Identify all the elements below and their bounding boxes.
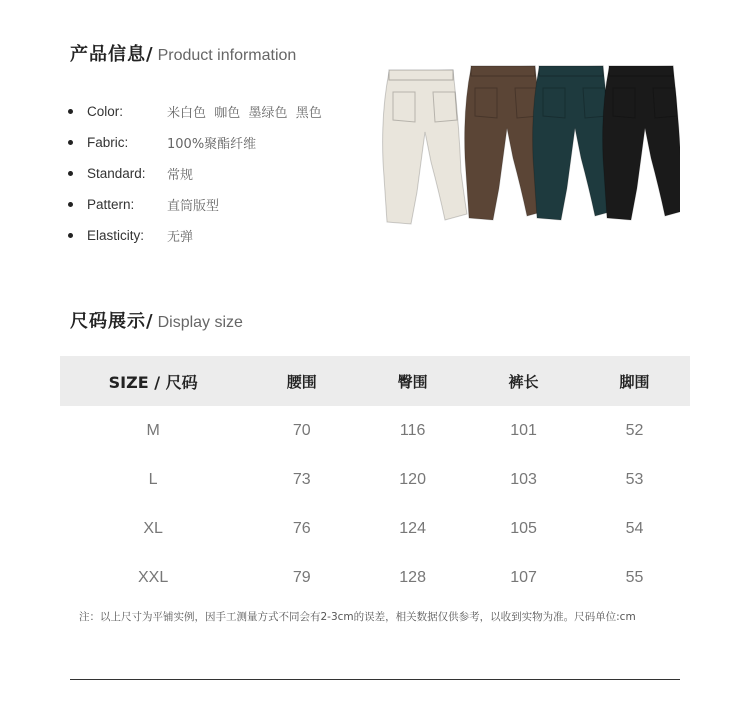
size-table <box>60 356 690 602</box>
info-item-pattern <box>68 189 368 220</box>
cell-length: 103 <box>510 470 537 488</box>
header-leg-opening: 脚围 <box>579 356 690 406</box>
bullet-icon <box>68 140 73 145</box>
cell-length: 101 <box>510 421 537 439</box>
cell-waist: 76 <box>292 519 311 537</box>
cell-size: XXL <box>138 568 169 586</box>
cell-waist: 70 <box>292 421 311 439</box>
pant-4 <box>603 66 680 220</box>
bullet-icon <box>68 233 73 238</box>
display-size-heading <box>70 307 243 333</box>
cell-hip: 124 <box>399 519 426 537</box>
product-info-title-en: Product information <box>157 47 297 64</box>
header-hip: 臀围 <box>357 356 468 406</box>
info-label: Fabric: <box>87 135 129 150</box>
table-row <box>60 455 690 504</box>
info-item-standard <box>68 158 368 189</box>
table-row <box>60 504 690 553</box>
info-item-color <box>68 96 368 127</box>
display-size-title-zh: 尺码展示/ <box>70 311 154 332</box>
header-size: SIZE / 尺码 <box>60 356 246 406</box>
product-info-title-zh: 产品信息/ <box>70 44 154 65</box>
cell-length: 105 <box>510 519 537 537</box>
cell-size: XL <box>143 519 163 537</box>
info-label: Elasticity: <box>87 228 145 243</box>
cell-leg-opening: 52 <box>625 421 644 439</box>
bottom-divider <box>70 679 680 680</box>
cell-hip: 120 <box>399 470 426 488</box>
info-label: Pattern: <box>87 197 135 212</box>
info-item-elasticity <box>68 220 368 251</box>
info-value: 米白色 咖色 墨绿色 黑色 <box>167 106 322 121</box>
info-value: 常规 <box>167 168 194 183</box>
bullet-icon <box>68 202 73 207</box>
cell-size: L <box>148 470 158 488</box>
cell-waist: 73 <box>292 470 311 488</box>
table-row <box>60 406 690 455</box>
info-label: Standard: <box>87 166 146 181</box>
info-label: Color: <box>87 104 124 119</box>
pant-1 <box>383 70 467 224</box>
product-info-list <box>68 96 368 251</box>
product-photo-pants <box>375 58 680 230</box>
size-table-header <box>60 356 690 406</box>
info-value: 无弹 <box>167 230 194 245</box>
bullet-icon <box>68 109 73 114</box>
cell-size: M <box>146 421 160 439</box>
cell-leg-opening: 53 <box>625 470 644 488</box>
info-item-fabric <box>68 127 368 158</box>
info-value: 100%聚酯纤维 <box>167 137 257 152</box>
product-info-heading <box>70 40 296 66</box>
size-note: 注：以上尺寸为平铺实例，因手工测量方式不同会有2-3cm的误差，相关数据仅供参考，以收到实物为准。尺码单位:cm <box>79 611 636 623</box>
cell-leg-opening: 55 <box>625 568 644 586</box>
cell-hip: 116 <box>399 421 426 439</box>
info-value: 直筒版型 <box>167 199 220 214</box>
cell-hip: 128 <box>399 568 426 586</box>
cell-length: 107 <box>510 568 537 586</box>
header-length: 裤长 <box>468 356 579 406</box>
header-waist: 腰围 <box>246 356 357 406</box>
table-row <box>60 553 690 602</box>
bullet-icon <box>68 171 73 176</box>
display-size-title-en: Display size <box>157 314 243 331</box>
cell-leg-opening: 54 <box>625 519 644 537</box>
cell-waist: 79 <box>292 568 311 586</box>
